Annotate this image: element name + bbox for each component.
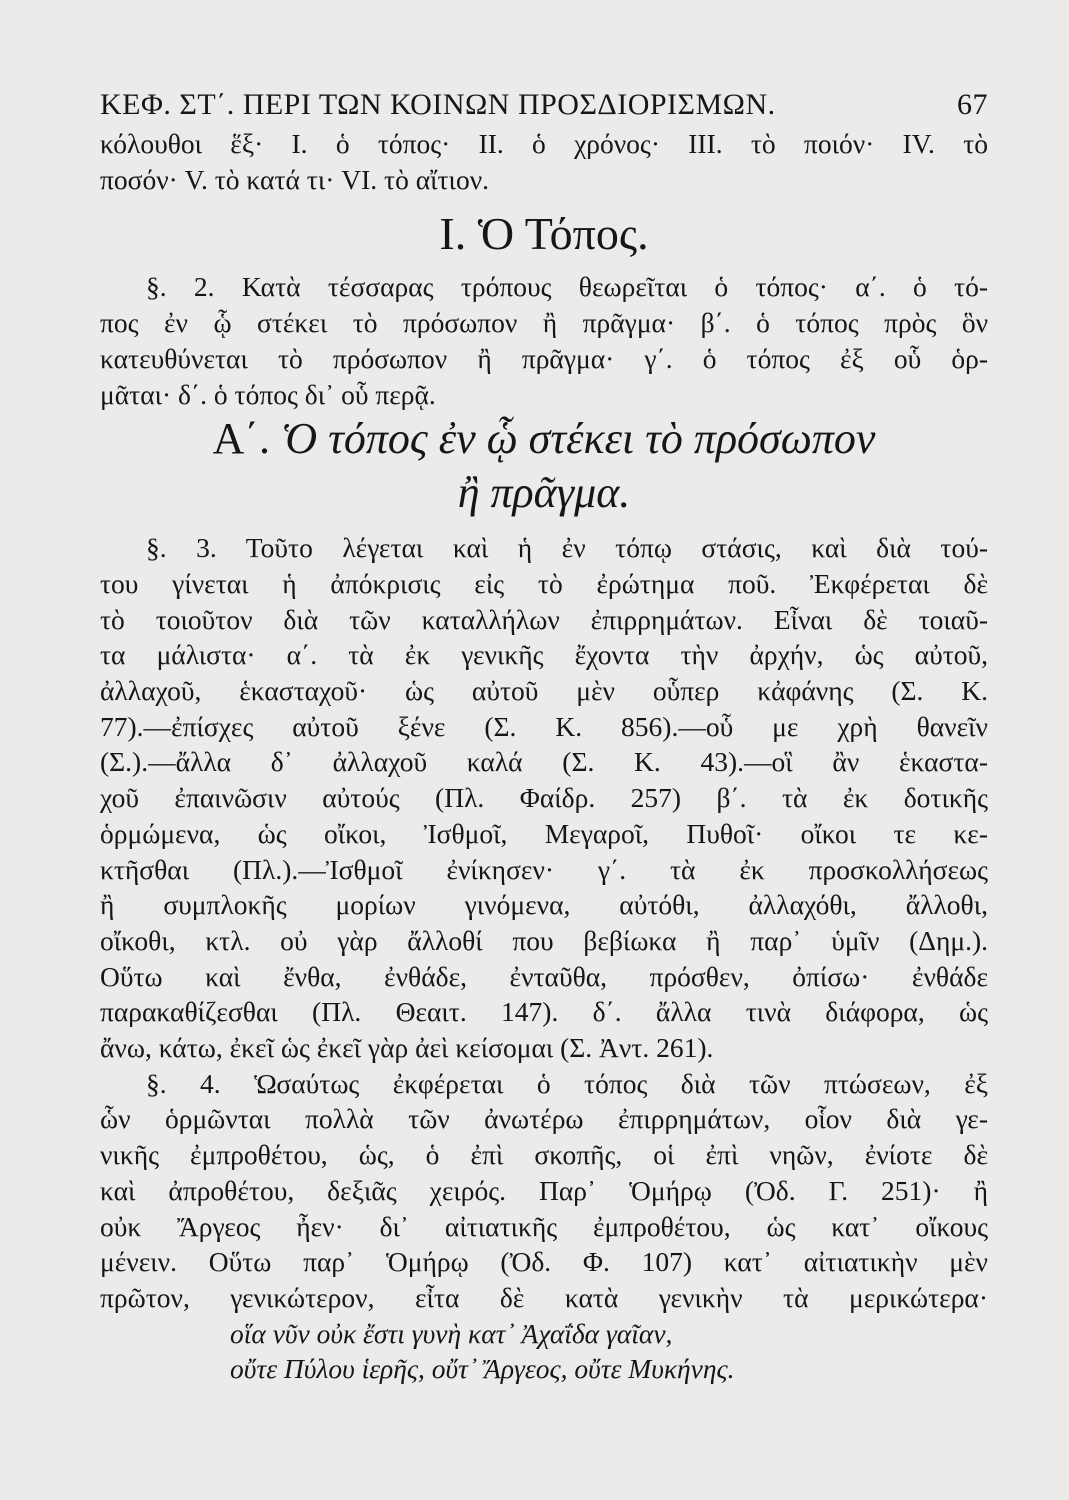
text-line: ἀλλαχοῦ, ἑκασταχοῦ· ὡς αὐτοῦ μὲν οὗπερ κἀφάνης (Σ. Κ. [100,675,988,707]
verse-quotation [100,1316,988,1387]
text-line: 77).—ἐπίσχες αὐτοῦ ξένε (Σ. Κ. 856).—οὗ με χρὴ θανεῖν [100,710,988,742]
text-line: §. 4. Ὡσαύτως ἐκφέρεται ὁ τόπος διὰ τῶν πτώσεων, ἐξ [146,1067,988,1099]
verse-line: οἵα νῦν οὐκ ἔστι γυνὴ κατ᾽ Ἀχαΐδα γαῖαν, [230,1317,673,1349]
paragraph-2 [100,269,988,412]
text-line: Οὕτω καὶ ἔνθα, ἐνθάδε, ἐνταῦθα, πρόσθεν, ὀπίσω· ἐνθάδε [100,960,988,992]
text-line: μᾶται· δ΄. ὁ τόπος δι᾽ οὗ περᾷ. [100,378,436,410]
section-heading: I. Ὁ Τόπος. [439,208,649,260]
text-line: πρῶτον, γενικώτερον, εἶτα δὲ κατὰ γενικὴν τὰ μερικώτερα· [100,1281,988,1313]
text-line: οὐκ Ἄργεος ἦεν· δι᾽ αἰτιατικῆς ἐμπροθέτου, ὡς κατ᾽ οἴκους [100,1210,988,1242]
text-line: κτῆσθαι (Πλ.).—Ἰσθμοῖ ἐνίκησεν· γ΄. τὰ ἐκ προσκολλήσεως [100,853,988,885]
subheading-title: Ὁ τόπος ἐν ᾧ στέκει τὸ πρόσωπον [281,414,876,464]
text-line: καὶ ἀπροθέτου, δεξιᾶς χειρός. Παρ᾽ Ὁμήρῳ (Ὀδ. Γ. 251)· ἢ [100,1174,988,1206]
text-line: κόλουθοι ἕξ· I. ὁ τόπος· II. ὁ χρόνος· III. τὸ ποιόν· IV. τὸ [100,128,988,159]
text-line: χοῦ ἐπαινῶσιν αὐτούς (Πλ. Φαίδρ. 257) β΄. τὰ ἐκ δοτικῆς [100,782,988,814]
text-line: του γίνεται ἡ ἀπόκρισις εἰς τὸ ἐρώτημα ποῦ. Ἐκφέρεται δὲ [100,567,988,599]
text-line: τὸ τοιοῦτον διὰ τῶν καταλλήλων ἐπιρρημάτων. Εἶναι δὲ τοιαῦ- [100,603,988,635]
text-line: ποσόν· V. τὸ κατά τι· VI. τὸ αἴτιον. [100,163,490,195]
text-line: κατευθύνεται τὸ πρόσωπον ἢ πρᾶγμα· γ΄. ὁ τόπος ἐξ οὗ ὁρ- [100,342,988,374]
verse-line: οὔτε Πύλου ἱερῆς, οὔτ᾽ Ἄργεος, οὔτε Μυκήνης. [230,1353,735,1385]
text-line: ἄνω, κάτω, ἐκεῖ ὡς ἐκεῖ γὰρ ἀεὶ κείσομαι (Σ. Ἀντ. 261). [100,1032,714,1064]
text-line: §. 3. Τοῦτο λέγεται καὶ ἡ ἐν τόπῳ στάσις, καὶ διὰ τού- [146,532,988,564]
running-head [100,88,988,122]
paragraph-4 [100,1066,988,1316]
text-line: παρακαθίζεσθαι (Πλ. Θεαιτ. 147). δ΄. ἄλλα τινὰ διάφορα, ὡς [100,996,988,1028]
text-line: ὧν ὁρμῶνται πολλὰ τῶν ἀνωτέρω ἐπιρρημάτων, οἷον διὰ γε- [100,1103,988,1135]
text-line: τα μάλιστα· α΄. τὰ ἐκ γενικῆς ἔχοντα τὴν ἀρχήν, ὡς αὐτοῦ, [100,639,988,671]
subheading-label: Α΄. [212,414,271,464]
text-line: νικῆς ἐμπροθέτου, ὡς, ὁ ἐπὶ σκοπῆς, οἱ ἐπὶ νηῶν, ἐνίοτε δὲ [100,1139,988,1171]
paragraph-3 [100,530,988,1066]
spacer [100,520,988,530]
text-line: ἢ συμπλοκῆς μορίων γινόμενα, αὐτόθι, ἀλλαχόθι, ἄλλοθι, [100,889,988,921]
text-line: §. 2. Κατὰ τέσσαρας τρόπους θεωρεῖται ὁ τόπος· α΄. ὁ τό- [146,271,988,303]
chapter-title: ΚΕΦ. ΣΤ΄. ΠΕΡΙ ΤΩΝ ΚΟΙΝΩΝ ΠΡΟΣΔΙΟΡΙΣΜΩΝ. [100,88,776,121]
text-line: πος ἐν ᾧ στέκει τὸ πρόσωπον ἢ πρᾶγμα· β΄. ὁ τόπος πρὸς ὃν [100,307,988,339]
subheading-line-1 [100,412,988,466]
subheading-line-2: ἢ πρᾶγμα. [457,468,631,518]
text-line: μένειν. Οὕτω παρ᾽ Ὁμήρῳ (Ὀδ. Φ. 107) κατ᾽ αἰτιατικὴν μὲν [100,1246,988,1278]
text-line: (Σ.).—ἄλλα δ᾽ ἀλλαχοῦ καλά (Σ. Κ. 43).—οἳ ἂν ἑκαστα- [100,746,988,778]
text-line: ὁρμώμενα, ὡς οἴκοι, Ἰσθμοῖ, Μεγαροῖ, Πυθοῖ· οἴκοι τε κε- [100,817,988,849]
text-line: οἴκοθι, κτλ. οὐ γὰρ ἄλλοθί που βεβίωκα ἢ παρ᾽ ὑμῖν (Δημ.). [100,924,988,956]
page-number: 67 [957,88,988,121]
subsection-heading [100,412,988,520]
body-text [100,126,988,1387]
